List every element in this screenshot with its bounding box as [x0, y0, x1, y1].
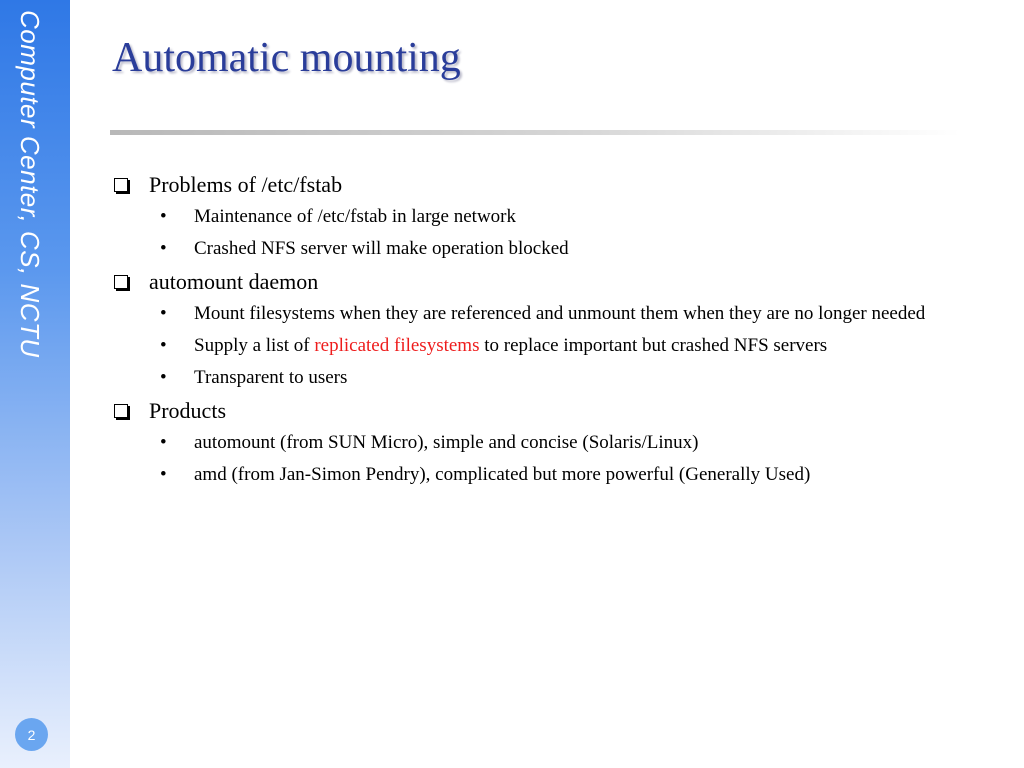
sidebar-label: Computer Center, CS, NCTU [15, 10, 45, 358]
dot-bullet-icon: • [160, 464, 167, 485]
dot-bullet-icon: • [160, 238, 167, 259]
section-heading: Products [112, 398, 962, 424]
section-heading: Problems of /etc/fstab [112, 172, 962, 198]
dot-bullet-icon: • [160, 432, 167, 453]
dot-bullet-icon: • [160, 367, 167, 388]
title-divider [110, 130, 960, 135]
section-heading: automount daemon [112, 269, 962, 295]
dot-bullet-icon: • [160, 335, 167, 356]
bullet-item: • Maintenance of /etc/fstab in large network [160, 206, 516, 227]
bullet-item: • amd (from Jan-Simon Pendry), complicated but more powerful (Generally Used) [160, 464, 811, 485]
bullet-item: • Transparent to users [160, 367, 348, 388]
square-bullet-icon [114, 275, 128, 289]
bullet-item [160, 334, 962, 358]
square-bullet-icon [114, 178, 128, 192]
bullet-item: • Crashed NFS server will make operation blocked [160, 238, 569, 259]
square-bullet-icon [114, 404, 128, 418]
slide-content [112, 172, 962, 495]
bullet-item: • Mount filesystems when they are referenced and unmount them when they are no longer needed [160, 303, 926, 324]
highlighted-term: replicated filesystems [314, 335, 480, 356]
bullet-item: • automount (from SUN Micro), simple and concise (Solaris/Linux) [160, 432, 699, 453]
dot-bullet-icon: • [160, 206, 167, 227]
page-number-badge: 2 [15, 718, 48, 751]
bullet-text: Supply a list of replicated filesystems to replace important but crashed NFS servers [194, 335, 828, 356]
sidebar [0, 0, 70, 768]
slide-title: Automatic mounting [112, 35, 461, 81]
dot-bullet-icon: • [160, 303, 167, 324]
